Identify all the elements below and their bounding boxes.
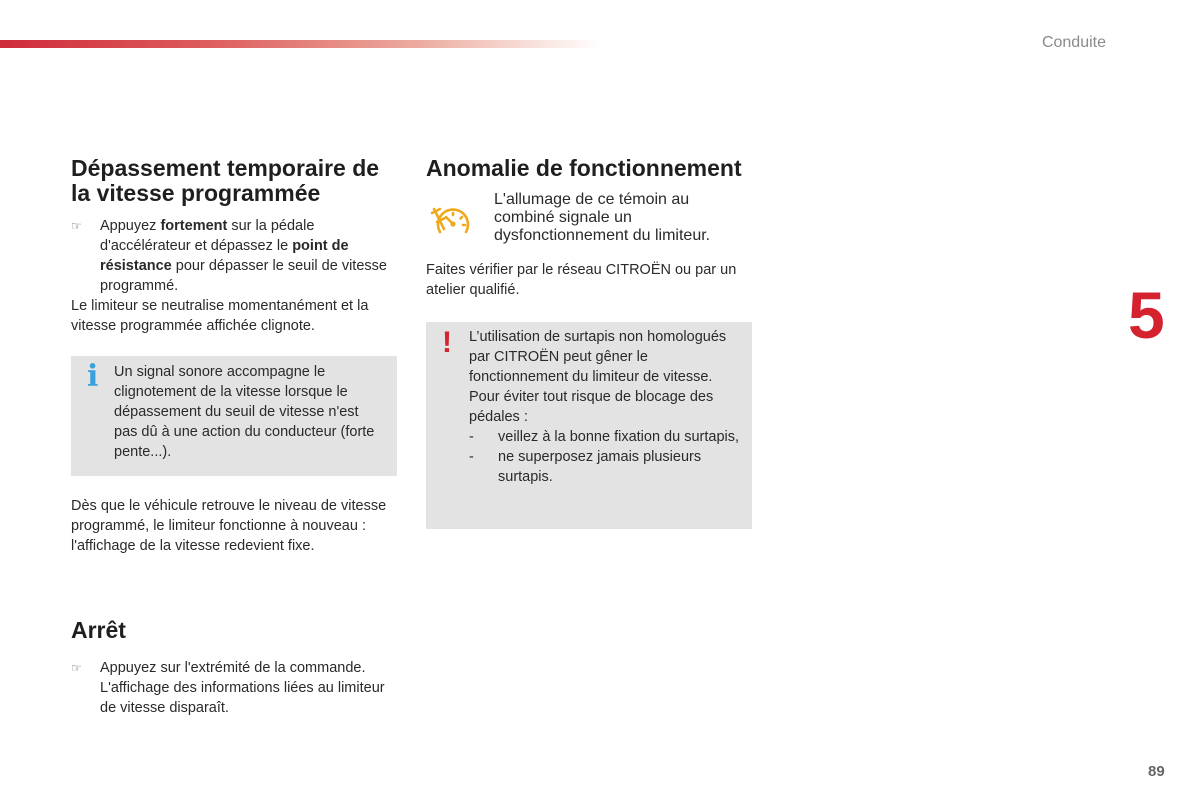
warning-box-text-1: L’utilisation de surtapis non homologués par CITROËN peut gêner le fonctionnement du limiteur de vitesse. <box>469 329 727 385</box>
step-text-2: sur la pédale d'accélérateur et dépassez le <box>100 218 315 254</box>
list-item-text: veillez à la bonne fixation du surtapis, <box>498 429 740 445</box>
override-explanation: Le limiteur se neutralise momentanément et la vitesse programmée affichée clignote. <box>71 298 369 334</box>
warning-lamp-text: L'allumage de ce témoin au combiné signale un dysfonctionnement du limiteur. <box>494 191 711 244</box>
resume-text: Dès que le véhicule retrouve le niveau de vitesse programmé, le limiteur fonctionne à nouveau : l'affichage de la vitesse redevient fixe. <box>71 498 387 554</box>
page-number: 89 <box>1148 763 1165 780</box>
list-item <box>469 427 744 447</box>
list-item <box>469 447 744 487</box>
list-dash: - <box>469 429 474 445</box>
chapter-title: Conduite <box>1041 34 1106 51</box>
info-box <box>71 356 397 476</box>
warning-lamp-row <box>426 191 752 251</box>
step-press-end <box>71 658 397 718</box>
section-malfunction <box>426 156 752 529</box>
step-bold-2: point de résistance <box>100 238 349 274</box>
stop-step-text: Appuyez sur l'extrémité de la commande. L'affichage des informations liées au limiteur de vitesse disparaît. <box>100 660 385 716</box>
pointing-hand-icon: ☞ <box>71 661 82 675</box>
step-text-3: pour dépasser le seuil de vitesse programmé. <box>100 258 387 294</box>
warning-box <box>426 322 752 529</box>
info-box-text: Un signal sonore accompagne le clignotement de la vitesse lorsque le dépassement du seuil de vitesse n'est pas dû à une action du conducteur (forte pente...). <box>114 364 375 460</box>
warning-icon: ! <box>442 326 452 359</box>
warning-box-text-2: Pour éviter tout risque de blocage des pédales : <box>469 389 714 425</box>
section-stop <box>71 618 397 718</box>
pointing-hand-icon: ☞ <box>71 219 82 233</box>
speed-limiter-warning-lamp-icon <box>426 191 494 251</box>
section-temporary-override <box>71 156 397 556</box>
step-text-1: Appuyez <box>100 218 161 234</box>
section-title-stop: Arrêt <box>71 617 126 643</box>
section-title-override: Dépassement temporaire de la vitesse programmée <box>71 155 380 206</box>
step-bold-1: fortement <box>160 218 228 234</box>
chapter-number: 5 <box>1128 278 1165 352</box>
check-network-text: Faites vérifier par le réseau CITROËN ou par un atelier qualifié. <box>426 262 737 298</box>
list-dash: - <box>469 449 474 465</box>
header-accent-bar <box>0 40 600 48</box>
step-press-accelerator <box>71 216 397 296</box>
list-item-text: ne superposez jamais plusieurs surtapis. <box>498 449 702 485</box>
section-title-malfunction: Anomalie de fonctionnement <box>426 155 742 181</box>
info-icon: i <box>87 359 99 394</box>
